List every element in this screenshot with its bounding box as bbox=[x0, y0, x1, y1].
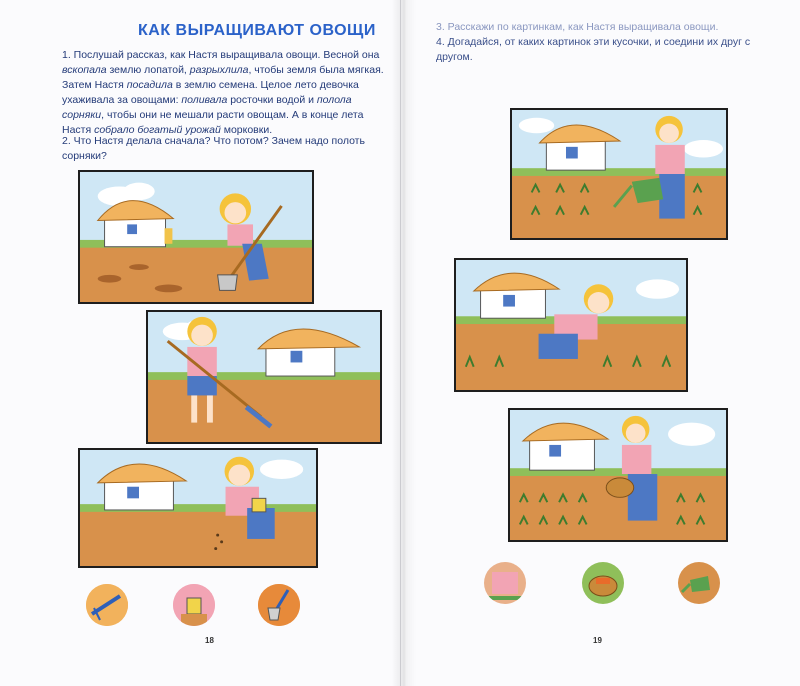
rake-icon[interactable] bbox=[86, 584, 128, 626]
tasks-text bbox=[436, 20, 766, 65]
page-number-left: 18 bbox=[205, 636, 214, 645]
picture-digging bbox=[78, 170, 314, 304]
picture-watering bbox=[510, 108, 728, 240]
seed-bag-icon[interactable] bbox=[173, 584, 215, 626]
picture-sowing bbox=[78, 448, 318, 568]
question-paragraph: 2. Что Настя делала сначала? Что потом? Зачем надо полоть сорняки? bbox=[62, 135, 365, 162]
basket-fragment-icon[interactable] bbox=[582, 562, 624, 604]
task-4: 4. Догадайся, от каких картинок эти кусочки, и соедини их друг с другом. bbox=[436, 36, 751, 63]
task-3: 3. Расскажи по картинкам, как Настя выращивала овощи. bbox=[436, 21, 719, 33]
shovel-icon[interactable] bbox=[258, 584, 300, 626]
weeding-fragment-icon[interactable] bbox=[484, 562, 526, 604]
page-number-right: 19 bbox=[593, 636, 602, 645]
story-paragraph: 1. Послушай рассказ, как Настя выращивала овощи. Весной она вскопала землю лопатой, разрыхлила, чтобы земля была мягкая. Затем Настя посадила в землю семена. Целое лето девочка ухаживала за овощами: поливала росточки водой и полола сорняки, чтобы они не мешали расти овощам. А в конце лета Настя собрало богатый урожай морковки. bbox=[62, 49, 384, 136]
picture-harvest bbox=[508, 408, 728, 542]
book-gutter bbox=[392, 0, 416, 686]
picture-raking bbox=[146, 310, 382, 444]
picture-weeding bbox=[454, 258, 688, 392]
watering-can-icon[interactable] bbox=[678, 562, 720, 604]
page-title: КАК ВЫРАЩИВАЮТ ОВОЩИ bbox=[138, 22, 376, 39]
